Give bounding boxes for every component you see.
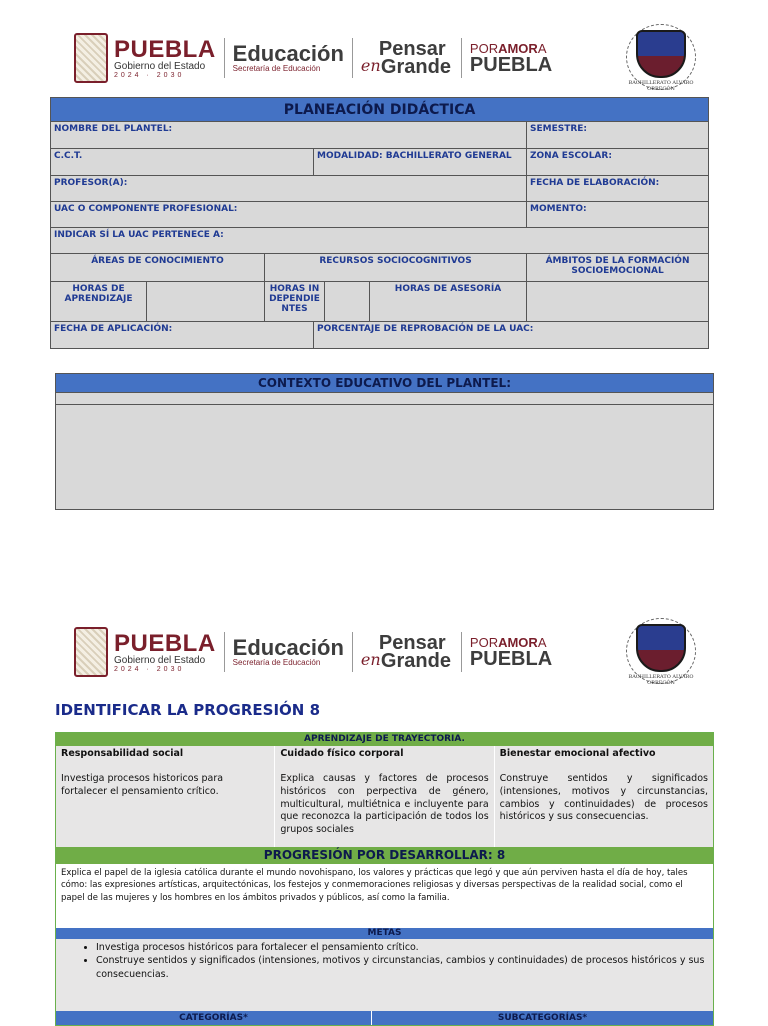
puebla-logo [114, 629, 216, 673]
badge-shield [636, 624, 686, 672]
logo-divider [352, 632, 353, 672]
grande-word: Grande [380, 56, 451, 78]
logo-divider [224, 632, 225, 672]
puebla-word: PUEBLA [469, 647, 553, 670]
logo-divider [461, 632, 462, 672]
badge-text: BACHILLERATO ALVARO OBREGÓN [628, 80, 694, 92]
logo-divider [352, 38, 353, 78]
modalidad-field[interactable]: MODALIDAD: BACHILLERATO GENERAL [314, 149, 527, 176]
ambitos-label: ÁMBITOS DE LA FORMACIÓN SOCIOEMOCIONAL [527, 254, 709, 282]
fecha-aplicacion-field[interactable]: FECHA DE APLICACIÓN: [51, 322, 314, 349]
meta-item: • Investiga procesos históricos para fortalecer el pensamiento crítico. [96, 941, 713, 954]
progresion-heading: IDENTIFICAR LA PROGRESIÓN 8 [55, 701, 321, 719]
contexto-title: CONTEXTO EDUCATIVO DEL PLANTEL: [56, 374, 713, 393]
puebla-logo [114, 35, 216, 79]
school-badge-icon [624, 618, 698, 686]
horas-asesoria-label: HORAS DE ASESORÍA [370, 282, 527, 322]
horas-aprendizaje-value[interactable] [147, 282, 265, 322]
progresion-description: Explica el papel de la iglesia católica durante el mundo novohispano, los valores y prácticas que legó y que aún perviven hasta el día de hoy, tales cómo: las expresiones artísticas, arquitectónicas, los festejos y conmemoraciones religiosas y diversas perspectivas de la realidad social, como el papel de las mujeres y los hombres en los ámbitos privados y públicos, así como la familia. [61, 868, 688, 903]
col-title: Cuidado físico corporal [280, 748, 404, 759]
categorias-header: CATEGORÍAS* [56, 1011, 372, 1025]
puebla-wordmark: PUEBLA [114, 629, 216, 657]
puebla-crest-icon [74, 33, 108, 83]
horas-aprendizaje-label: HORAS DE APRENDIZAJE [51, 282, 147, 322]
horas-independientes-value[interactable] [325, 282, 370, 322]
educacion-logo [233, 637, 344, 667]
por-word: POR [469, 634, 499, 650]
trayectoria-header: APRENDIZAJE DE TRAYECTORIA. [56, 733, 713, 746]
badge-shield [636, 30, 686, 78]
contexto-textarea[interactable] [56, 405, 713, 509]
educacion-wordmark: Educación [232, 635, 344, 660]
profesor-field[interactable]: PROFESOR(A): [51, 176, 527, 202]
metas-list-container [56, 939, 713, 1011]
porcentaje-reprobacion-field[interactable]: PORCENTAJE DE REPROBACIÓN DE LA UAC: [314, 322, 709, 349]
amor-word: AMOR [498, 40, 538, 56]
years-label: 2024 · 2030 [114, 71, 185, 79]
contexto-section [55, 373, 714, 510]
trayectoria-col-cuidado [275, 746, 494, 847]
amor-word: AMOR [498, 634, 538, 650]
zona-escolar-field[interactable]: ZONA ESCOLAR: [527, 149, 709, 176]
progresion-desarrollar-header: PROGRESIÓN POR DESARROLLAR: 8 [56, 847, 713, 864]
form-title: PLANEACIÓN DIDÁCTICA [51, 98, 709, 122]
col-title: Bienestar emocional afectivo [499, 748, 656, 759]
logo-divider [224, 38, 225, 78]
areas-conocimiento-label: ÁREAS DE CONOCIMIENTO [51, 254, 265, 282]
col-title: Responsabilidad social [61, 748, 184, 759]
col-text: Explica causas y factores de procesos históricos con perpectiva de género, multicultural, multiétnica e incluyente para que reconozca la participación de todos los grupos sociales [280, 773, 489, 836]
contexto-subrow [56, 393, 713, 405]
logo-divider [461, 38, 462, 78]
horas-asesoria-value[interactable] [527, 282, 709, 322]
gobierno-label: Gobierno del Estado [114, 654, 206, 666]
fecha-elaboracion-field[interactable]: FECHA DE ELABORACIÓN: [527, 176, 709, 202]
momento-field[interactable]: MOMENTO: [527, 202, 709, 228]
a-word: A [537, 40, 547, 56]
categorias-header-row [56, 1011, 713, 1025]
nombre-plantel-field[interactable]: NOMBRE DEL PLANTEL: [51, 122, 527, 149]
trayectoria-columns [56, 746, 713, 847]
school-badge-icon [624, 24, 698, 92]
badge-text: BACHILLERATO ALVARO OBREGÓN [628, 674, 694, 686]
secretaria-label: Secretaría de Educación [232, 64, 321, 73]
planeacion-form [50, 97, 709, 349]
metas-list [56, 939, 713, 989]
gobierno-label: Gobierno del Estado [114, 60, 206, 72]
indicar-uac-label: INDICAR SÍ LA UAC PERTENECE A: [51, 228, 709, 254]
educacion-logo [233, 43, 344, 73]
progresion-table [55, 732, 714, 1026]
metas-header: METAS [56, 928, 713, 939]
col-text: Construye sentidos y significados (intensiones, motivos y circunstancias, cambios y continuidades) de procesos históricos y sus consecuencias. [499, 773, 708, 823]
en-word: en [360, 56, 381, 75]
puebla-word: PUEBLA [469, 53, 553, 76]
a-word: A [537, 634, 547, 650]
header-logos-bottom [74, 624, 578, 680]
por-word: POR [469, 40, 499, 56]
puebla-wordmark: PUEBLA [114, 35, 216, 63]
secretaria-label: Secretaría de Educación [232, 658, 321, 667]
trayectoria-col-bienestar [495, 746, 713, 847]
trayectoria-col-responsabilidad [56, 746, 275, 847]
cct-field[interactable]: C.C.T. [51, 149, 314, 176]
pensar-word: Pensar [378, 38, 446, 60]
educacion-wordmark: Educación [232, 41, 344, 66]
semestre-field[interactable]: SEMESTRE: [527, 122, 709, 149]
pensar-en-grande-logo [361, 632, 453, 672]
recursos-label: RECURSOS SOCIOCOGNITIVOS [265, 254, 527, 282]
por-amor-logo [470, 42, 552, 75]
subcategorias-header: SUBCATEGORÍAS* [372, 1011, 713, 1025]
col-text: Investiga procesos historicos para fortalecer el pensamiento crítico. [61, 773, 224, 797]
pensar-en-grande-logo [361, 38, 453, 78]
years-label: 2024 · 2030 [114, 665, 185, 673]
header-logos-top [74, 30, 578, 86]
en-word: en [360, 650, 381, 669]
pensar-word: Pensar [378, 632, 446, 654]
uac-field[interactable]: UAC O COMPONENTE PROFESIONAL: [51, 202, 527, 228]
por-amor-logo [470, 636, 552, 669]
grande-word: Grande [380, 650, 451, 672]
horas-independientes-label: HORAS INDEPENDIENTES [265, 282, 325, 322]
puebla-crest-icon [74, 627, 108, 677]
meta-item: • Construye sentidos y significados (intensiones, motivos y circunstancias, cambios y continuidades) de procesos históricos y sus consecuencias. [96, 954, 713, 981]
